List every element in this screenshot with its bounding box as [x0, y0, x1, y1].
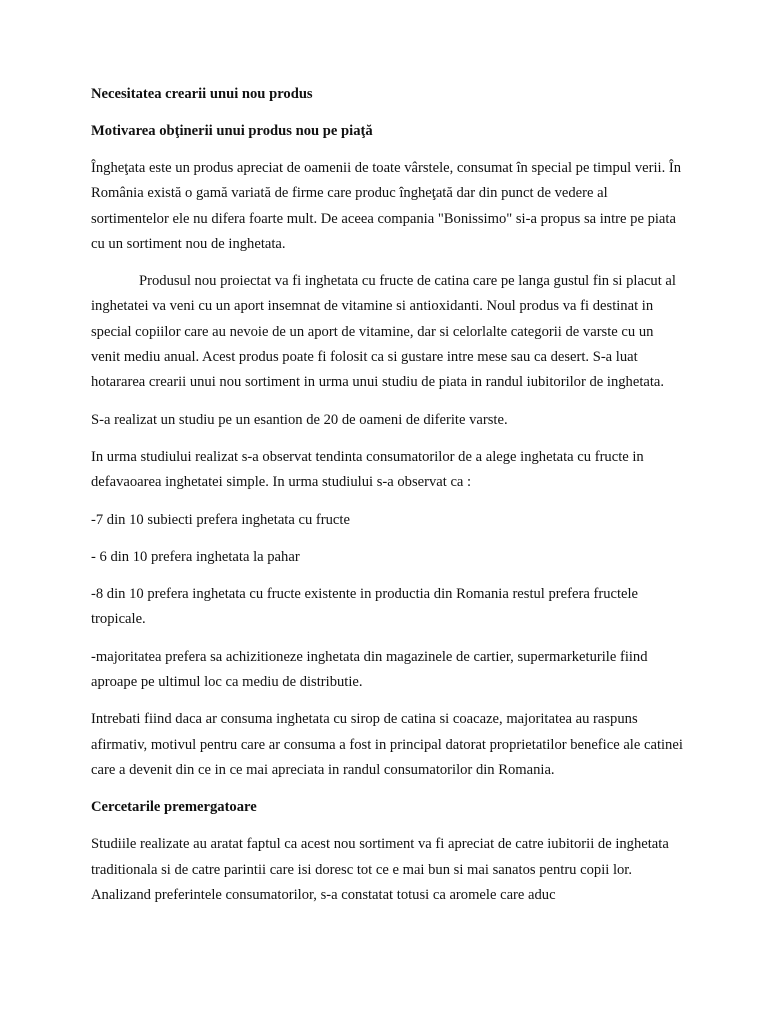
section-heading: Cercetarile premergatoare	[91, 799, 257, 816]
document-title: Necesitatea crearii unui nou produs	[91, 86, 313, 102]
list-item-distribution: -majoritatea prefera sa achizitioneze inghetata din magazinele de cartier, supermarketurile fiind aproape pe ultimul loc ca mediu de distributie.	[91, 648, 648, 691]
paragraph-product: Produsul nou proiectat va fi inghetata cu fructe de catina care pe langa gustul fin si placut al inghetatei va veni cu un aport insemnat de vitamine si antioxidanti. Noul produs va fi destinat in special copiilor care au nevoie de un aport de vitamine, dar si celorlalte categorii de varste cu un venit mediu anual. Acest produs poate fi folosit ca si gustare intre mese sau ca desert. S-a luat hotararea crearii unui nou sortiment in urma unui studiu de piata in randul iubitorilor de inghetata.	[91, 273, 676, 391]
list-item-fruit: -7 din 10 subiecti prefera inghetata cu fructe	[91, 511, 350, 528]
paragraph-research: Studiile realizate au aratat faptul ca acest nou sortiment va fi apreciat de catre iubitorii de inghetata traditionala si de catre parintii care isi doresc tot ce e mai bun si mai sanatos pentru copii lor. Analizand preferintele consumatorilor, s-a constatat totusi ca aromele care aduc	[91, 836, 669, 903]
paragraph-study: S-a realizat un studiu pe un esantion de 20 de oameni de diferite varste.	[91, 411, 508, 428]
paragraph-intro: Îngheţata este un produs apreciat de oamenii de toate vârstele, consumat în special pe timpul verii. În România există o gamă variată de firme care produc îngheţată dar din punct de vedere al sortimentelor ele nu difera foarte mult. De aceea compania "Bonissimo" si-a propus sa intre pe piata cu un sortiment nou de inghetata.	[91, 160, 682, 252]
paragraph-findings: In urma studiului realizat s-a observat tendinta consumatorilor de a alege inghetata cu fructe in defavaoarea inghetatei simple. In urma studiului s-a observat ca :	[91, 448, 644, 491]
document-body	[91, 82, 686, 920]
list-item-cup: - 6 din 10 prefera inghetata la pahar	[91, 548, 300, 565]
paragraph-survey: Intrebati fiind daca ar consuma inghetata cu sirop de catina si coacaze, majoritatea au raspuns afirmativ, motivul pentru care ar consuma a fost in principal datorat proprietatilor benefice ale catinei care a devenit din ce in ce mai apreciata in randul consumatorilor din Romania.	[91, 711, 683, 778]
list-item-local-fruit: -8 din 10 prefera inghetata cu fructe existente in productia din Romania restul prefera fructele tropicale.	[91, 586, 639, 628]
document-subtitle: Motivarea obţinerii unui produs nou pe piaţă	[91, 123, 373, 139]
